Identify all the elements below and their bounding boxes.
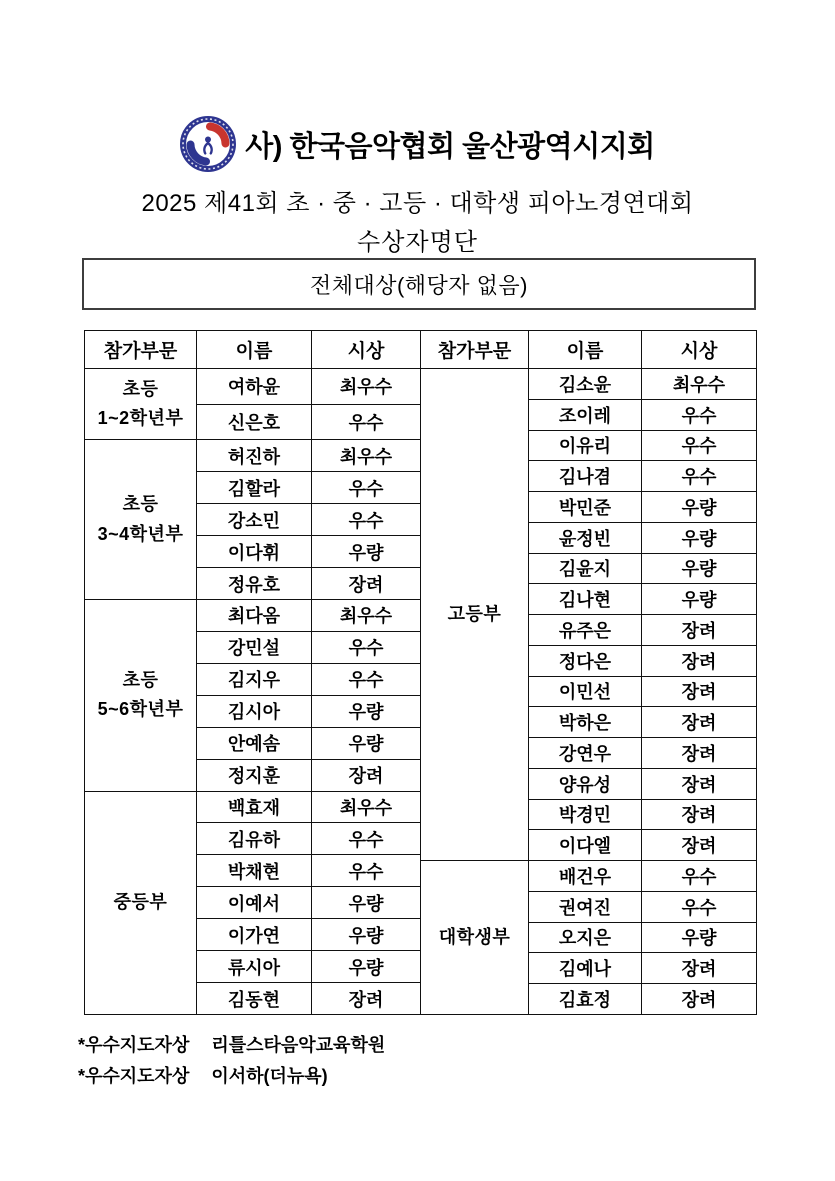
award-cell: 우수 [312,472,421,504]
table-row [85,599,421,631]
name-cell: 김할라 [197,472,312,504]
award-cell: 장려 [642,645,757,676]
name-cell: 배건우 [529,861,642,892]
award-cell: 최우수 [312,369,421,405]
name-cell: 김예나 [529,953,642,984]
category-cell: 초등 3~4학년부 [85,440,197,600]
org-header [0,116,835,172]
table-header-row [85,331,421,369]
name-cell: 백효재 [197,791,312,823]
award-cell: 우량 [312,919,421,951]
award-cell: 장려 [642,953,757,984]
award-cell: 장려 [642,768,757,799]
name-cell: 이가연 [197,919,312,951]
award-cell: 우수 [312,855,421,887]
award-cell: 장려 [642,799,757,830]
name-cell: 강민설 [197,631,312,663]
teacher-award-recipient: 리틀스타음악교육학원 [211,1034,386,1055]
column-header-award: 시상 [312,331,421,369]
award-cell: 우량 [642,522,757,553]
grand-prize-notice-box: 전체대상(해당자 없음) [82,258,756,310]
table-row [421,861,757,892]
name-cell: 허진하 [197,440,312,472]
award-cell: 우량 [642,553,757,584]
award-cell: 우수 [642,891,757,922]
name-cell: 박경민 [529,799,642,830]
award-cell: 우량 [312,536,421,568]
name-cell: 김유하 [197,823,312,855]
name-cell: 박민준 [529,492,642,523]
name-cell: 이다엘 [529,830,642,861]
name-cell: 김윤지 [529,553,642,584]
column-header-name: 이름 [197,331,312,369]
award-cell: 우수 [312,631,421,663]
name-cell: 이유리 [529,430,642,461]
name-cell: 권여진 [529,891,642,922]
name-cell: 유주은 [529,615,642,646]
teacher-award-recipient: 이서하(더뉴욕) [211,1065,328,1086]
table-row [85,791,421,823]
award-cell: 장려 [642,676,757,707]
column-header-name: 이름 [529,331,642,369]
award-cell: 우량 [312,887,421,919]
name-cell: 김나겸 [529,461,642,492]
teacher-award-label: *우수지도자상 [78,1034,190,1055]
award-cell: 우수 [642,461,757,492]
table-row [85,440,421,472]
award-cell: 장려 [642,738,757,769]
name-cell: 김효정 [529,984,642,1015]
award-cell: 장려 [642,707,757,738]
column-header-category: 참가부문 [421,331,529,369]
awards-table-right [420,330,757,1015]
name-cell: 조이레 [529,399,642,430]
category-cell: 초등 5~6학년부 [85,599,197,791]
name-cell: 박채현 [197,855,312,887]
association-logo-icon [180,116,236,172]
award-cell: 최우수 [312,791,421,823]
award-cell: 우수 [312,823,421,855]
name-cell: 양유성 [529,768,642,799]
award-cell: 우수 [312,404,421,440]
name-cell: 김소윤 [529,369,642,400]
org-name: 사) 한국음악협회 울산광역시지회 [245,130,655,163]
award-cell: 우수 [312,504,421,536]
name-cell: 류시아 [197,951,312,983]
name-cell: 정유호 [197,568,312,600]
name-cell: 강연우 [529,738,642,769]
award-cell: 우량 [642,922,757,953]
award-cell: 우량 [312,727,421,759]
category-cell: 초등 1~2학년부 [85,369,197,440]
award-cell: 장려 [642,984,757,1015]
award-cell: 우량 [312,695,421,727]
table-row [85,369,421,405]
name-cell: 박하은 [529,707,642,738]
footer-notes [78,1028,385,1090]
name-cell: 최다옴 [197,599,312,631]
awards-tables [84,330,757,1015]
award-cell: 우수 [642,399,757,430]
competition-title: 2025 제41회 초 · 중 · 고등 · 대학생 피아노경연대회 [141,190,694,217]
award-cell: 장려 [642,615,757,646]
table-row [421,369,757,400]
category-cell: 중등부 [85,791,197,1014]
name-cell: 안예솜 [197,727,312,759]
teacher-award-line [78,1059,385,1090]
name-cell: 정다은 [529,645,642,676]
award-cell: 장려 [312,983,421,1015]
teacher-award-label: *우수지도자상 [78,1065,190,1086]
awards-table-left [84,330,421,1015]
teacher-award-line [78,1028,385,1059]
winners-list-subtitle: 수상자명단 [357,229,478,256]
name-cell: 정지훈 [197,759,312,791]
award-cell: 우수 [312,663,421,695]
award-cell: 최우수 [312,599,421,631]
award-cell: 우량 [642,584,757,615]
award-cell: 우량 [312,951,421,983]
table-header-row [421,331,757,369]
name-cell: 김동현 [197,983,312,1015]
name-cell: 이예서 [197,887,312,919]
name-cell: 강소민 [197,504,312,536]
name-cell: 여하윤 [197,369,312,405]
category-cell: 대학생부 [421,861,529,1015]
name-cell: 이민선 [529,676,642,707]
name-cell: 김지우 [197,663,312,695]
name-cell: 이다휘 [197,536,312,568]
award-cell: 최우수 [642,369,757,400]
name-cell: 김시아 [197,695,312,727]
name-cell: 신은호 [197,404,312,440]
name-cell: 김나현 [529,584,642,615]
column-header-category: 참가부문 [85,331,197,369]
name-cell: 윤정빈 [529,522,642,553]
award-cell: 우량 [642,492,757,523]
category-cell: 고등부 [421,369,529,861]
award-cell: 장려 [312,759,421,791]
award-cell: 장려 [312,568,421,600]
award-cell: 우수 [642,430,757,461]
name-cell: 오지은 [529,922,642,953]
award-cell: 우수 [642,861,757,892]
award-cell: 최우수 [312,440,421,472]
column-header-award: 시상 [642,331,757,369]
award-cell: 장려 [642,830,757,861]
